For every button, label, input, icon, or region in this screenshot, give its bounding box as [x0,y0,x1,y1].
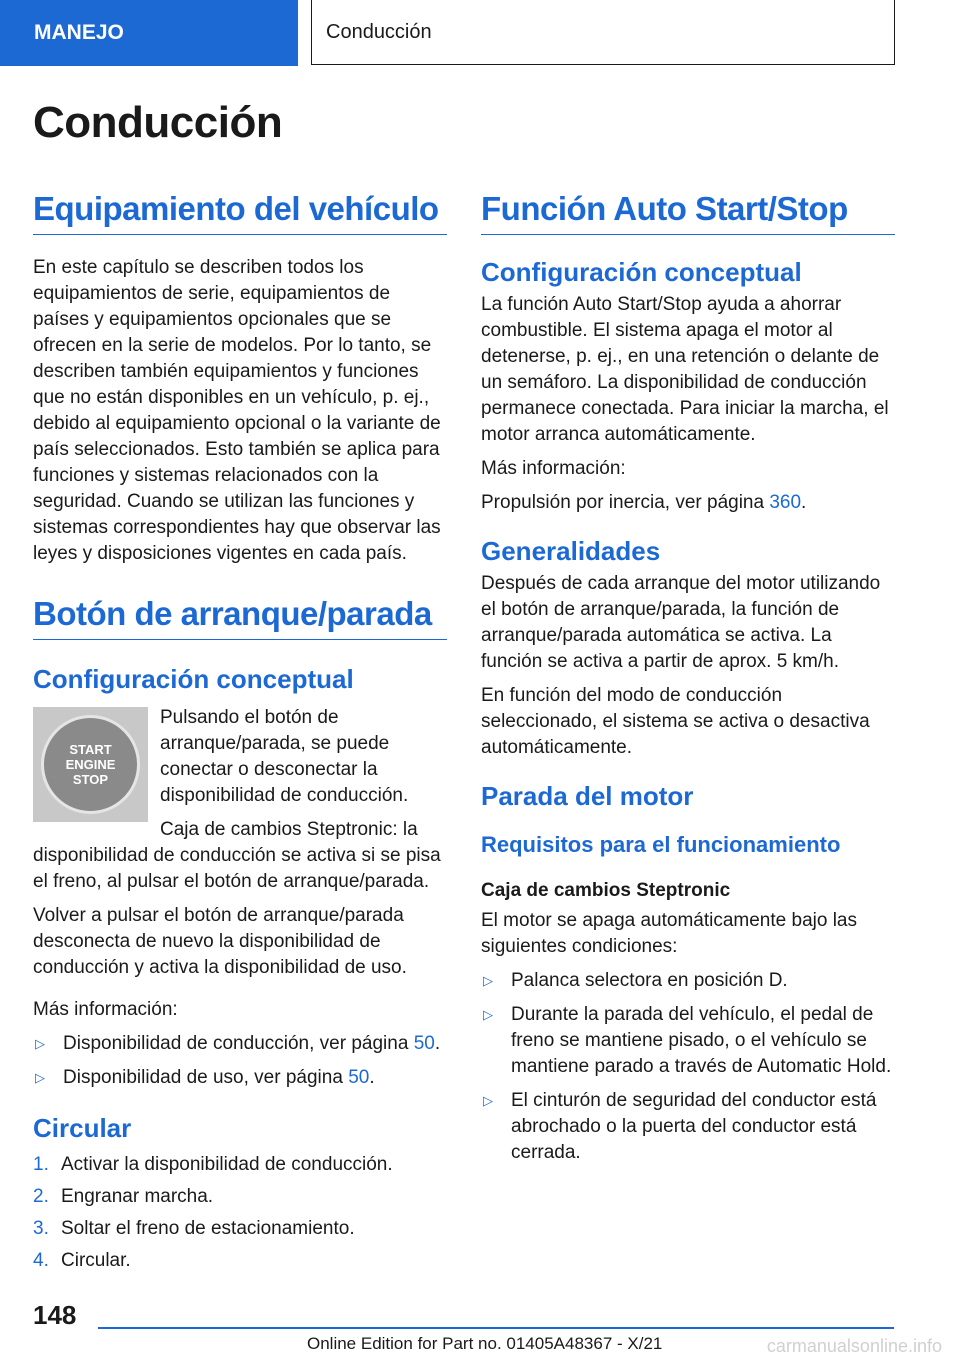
page-title: Conducción [33,98,283,147]
list-item [33,1065,447,1091]
bullet-text: Durante la parada del vehículo, el pedal de freno se mantiene pisado, o el vehículo se mantiene parado a través de Automatic Hold. [511,1004,892,1077]
list-item [481,968,895,994]
steptronic-heading: Caja de cambios Steptronic [481,880,731,901]
step-text: Soltar el freno de estacionamiento. [61,1218,355,1239]
list-item [481,1088,895,1166]
edition-text: Online Edition for Part no. 01405A48367 - X/21 [307,1334,663,1353]
boton-block [33,705,447,895]
triangle-right-icon: ▷ [483,1007,493,1022]
start-stop-button-icon [41,715,140,814]
step-number: 1. [33,1154,49,1175]
circular-heading: Circular [33,1113,132,1143]
auto-more: Más información: [481,458,626,479]
step-number: 2. [33,1186,49,1207]
list-item [33,1031,447,1057]
section-label: MANEJO [34,21,124,44]
generalidades-p2: En función del modo de conducción seleccionado, el sistema se activa o desactiva automáticamente. [481,685,870,758]
list-item [33,1216,447,1242]
triangle-right-icon: ▷ [35,1036,45,1051]
boton-heading: Botón de arranque/parada [33,595,447,640]
parada-intro: El motor se apaga automáticamente bajo las siguientes condiciones: [481,910,857,957]
watermark: carmanualsonline.info [766,1336,942,1356]
equipamiento-text: En este capítulo se describen todos los equipamientos de serie, equipamientos de países y equipamientos opcionales que se ofrecen en la serie de modelos. Por lo tanto, se describen también equipamientos y funciones que no están disponibles en un vehículo, p. ej., debido al equipamiento opcional o la variante de país seleccionados. Esto también se aplica para funciones y sistemas relacionados con la seguridad. Cuando se utilizan las funciones y sistemas correspondientes hay que observar las leyes y disposiciones vigentes en cada país. [33,257,441,564]
section-tab [0,0,298,66]
page-number: 148 [33,1300,77,1330]
auto-ref-text: Propulsión por inercia, ver página [481,492,770,513]
list-item [33,1248,447,1274]
list-item [481,1002,895,1080]
boton-p3: Volver a pulsar el botón de arranque/parada desconecta de nuevo la disponibilidad de conducción y activa la disponibilidad de uso. [33,905,407,978]
list-item [33,1152,447,1178]
generalidades-heading: Generalidades [481,536,661,566]
auto-subheading: Configuración conceptual [481,257,802,287]
boton-subheading: Configuración conceptual [33,664,354,694]
right-column [481,190,895,1166]
boton-p2: Caja de cambios Steptronic: la disponibilidad de conducción se activa si se pisa el freno, al pulsar el botón de arranque/parada. [33,819,441,892]
list-item [33,1184,447,1210]
bullet-text: Disponibilidad de uso, ver página [63,1067,349,1088]
auto-ref-end: . [801,492,807,513]
boton-more: Más información: [33,999,178,1020]
equipamiento-heading: Equipamiento del vehículo [33,190,447,235]
page-link[interactable]: 50 [348,1067,370,1088]
bullet-text: El cinturón de seguridad del conductor está abrochado o la puerta del conductor está cerrada. [511,1090,877,1163]
chapter-label: Conducción [326,20,432,43]
page-link[interactable]: 360 [769,492,802,513]
parada-heading: Parada del motor [481,781,694,811]
boton-p1: Pulsando el botón de arranque/parada, se puede conectar o desconectar la disponibilidad de conducción. [160,707,409,806]
footer-divider [98,1327,894,1329]
auto-start-stop-heading: Función Auto Start/Stop [481,190,895,235]
start-stop-label: START ENGINE STOP [65,742,116,787]
step-text: Engranar marcha. [61,1186,214,1207]
auto-text: La función Auto Start/Stop ayuda a ahorrar combustible. El sistema apaga el motor al detenerse, p. ej., en una retención o delante de un semáforo. La disponibilidad de conducción permanece conectada. Para iniciar la marcha, el motor arranca automáticamente. [481,294,889,445]
step-text: Circular. [61,1250,131,1271]
bullet-text: Palanca selectora en posición D. [511,970,788,991]
left-column [33,190,447,1274]
page-link[interactable]: 50 [413,1033,435,1054]
chapter-header [311,0,895,65]
triangle-right-icon: ▷ [483,1093,493,1108]
generalidades-p1: Después de cada arranque del motor utilizando el botón de arranque/parada, la función de arranque/parada automática se activa. La función se activa a partir de aprox. 5 km/h. [481,573,881,672]
bullet-end: . [434,1033,441,1054]
start-stop-button-image [33,707,148,822]
triangle-right-icon: ▷ [35,1070,45,1085]
auto-ref [481,490,895,516]
parada-subheading: Requisitos para el funcionamiento [481,832,841,857]
step-number: 4. [33,1250,49,1271]
step-number: 3. [33,1218,49,1239]
step-text: Activar la disponibilidad de conducción. [61,1154,393,1175]
triangle-right-icon: ▷ [483,973,493,988]
bullet-end: . [369,1067,375,1088]
bullet-text: Disponibilidad de conducción, ver página [63,1033,414,1054]
